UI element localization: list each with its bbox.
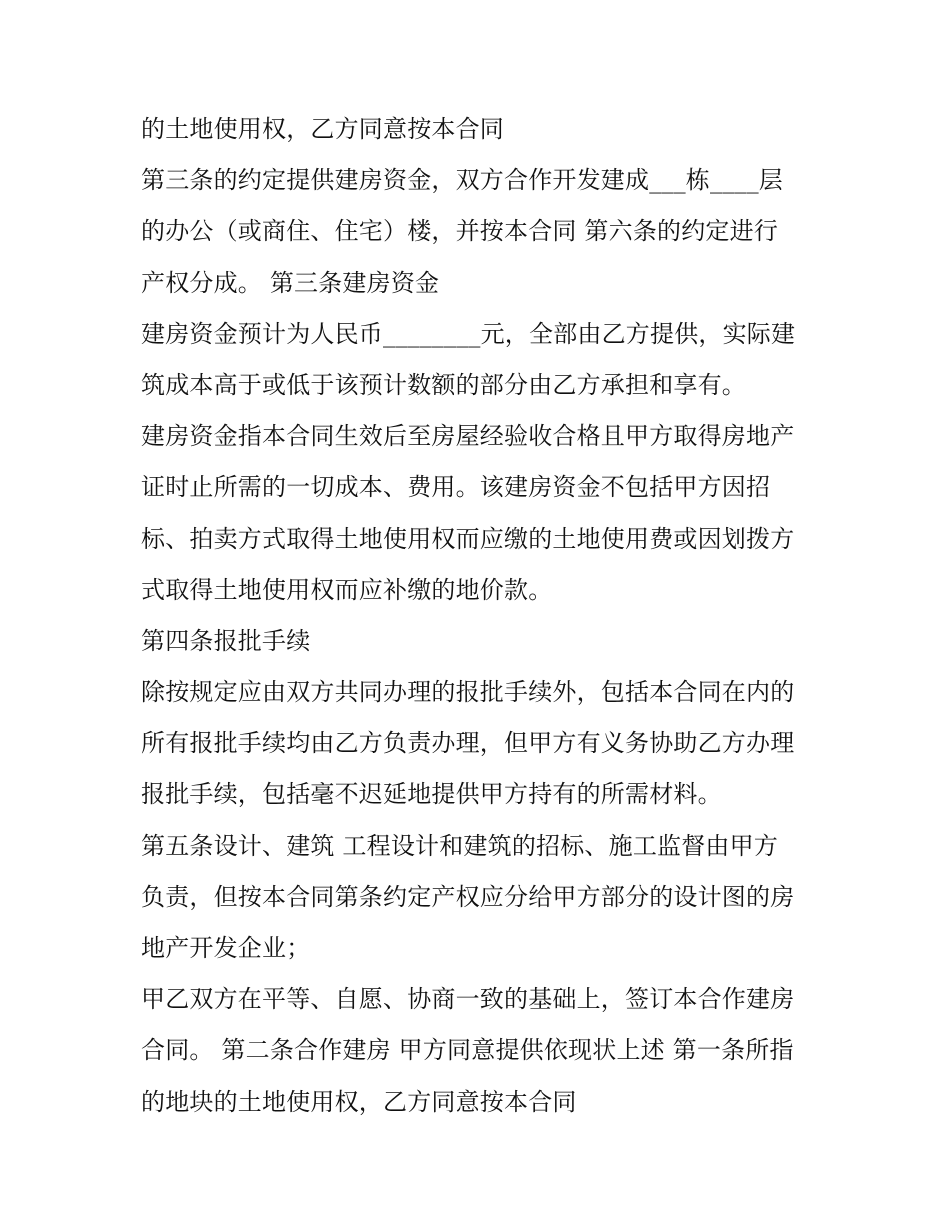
text-line: 第五条设计、建筑 工程设计和建筑的招标、施工监督由甲方: [141, 831, 779, 860]
text-line: 建房资金预计为人民币________元，全部由乙方提供，实际建: [141, 319, 796, 348]
text-line: 标、拍卖方式取得土地使用权而应缴的土地使用费或因划拨方: [141, 524, 795, 553]
text-line: 负责，但按本合同第条约定产权应分给甲方部分的设计图的房: [141, 882, 795, 911]
text-line: 第三条的约定提供建房资金，双方合作开发建成___栋____层: [141, 166, 783, 195]
text-line: 的地块的土地使用权，乙方同意按本合同: [141, 1087, 577, 1116]
text-line: 所有报批手续均由乙方负责办理，但甲方有义务协助乙方办理: [141, 729, 795, 758]
text-line: 第四条报批手续: [141, 626, 311, 655]
text-line: 除按规定应由双方共同办理的报批手续外，包括本合同在内的: [141, 678, 795, 707]
text-line: 的办公（或商住、住宅）楼，并按本合同 第六条的约定进行: [141, 217, 779, 246]
text-line: 产权分成。 第三条建房资金: [141, 268, 440, 297]
text-line: 的土地使用权，乙方同意按本合同: [141, 115, 504, 143]
text-line: 合同。 第二条合作建房 甲方同意提供依现状上述 第一条所指: [141, 1036, 794, 1065]
text-line: 证时止所需的一切成本、费用。该建房资金不包括甲方因招: [141, 473, 771, 502]
text-line: 筑成本高于或低于该预计数额的部分由乙方承担和享有。: [141, 370, 746, 399]
text-line: 甲乙双方在平等、自愿、协商一致的基础上，签订本合作建房: [141, 985, 795, 1014]
text-line: 建房资金指本合同生效后至房屋经验收合格且甲方取得房地产: [141, 422, 795, 451]
text-line: 地产开发企业；: [141, 934, 311, 962]
contract-text-body: [141, 104, 841, 1128]
text-line: 报批手续，包括毫不迟延地提供甲方持有的所需材料。: [141, 780, 722, 809]
text-line: 式取得土地使用权而应补缴的地价款。: [141, 575, 553, 604]
